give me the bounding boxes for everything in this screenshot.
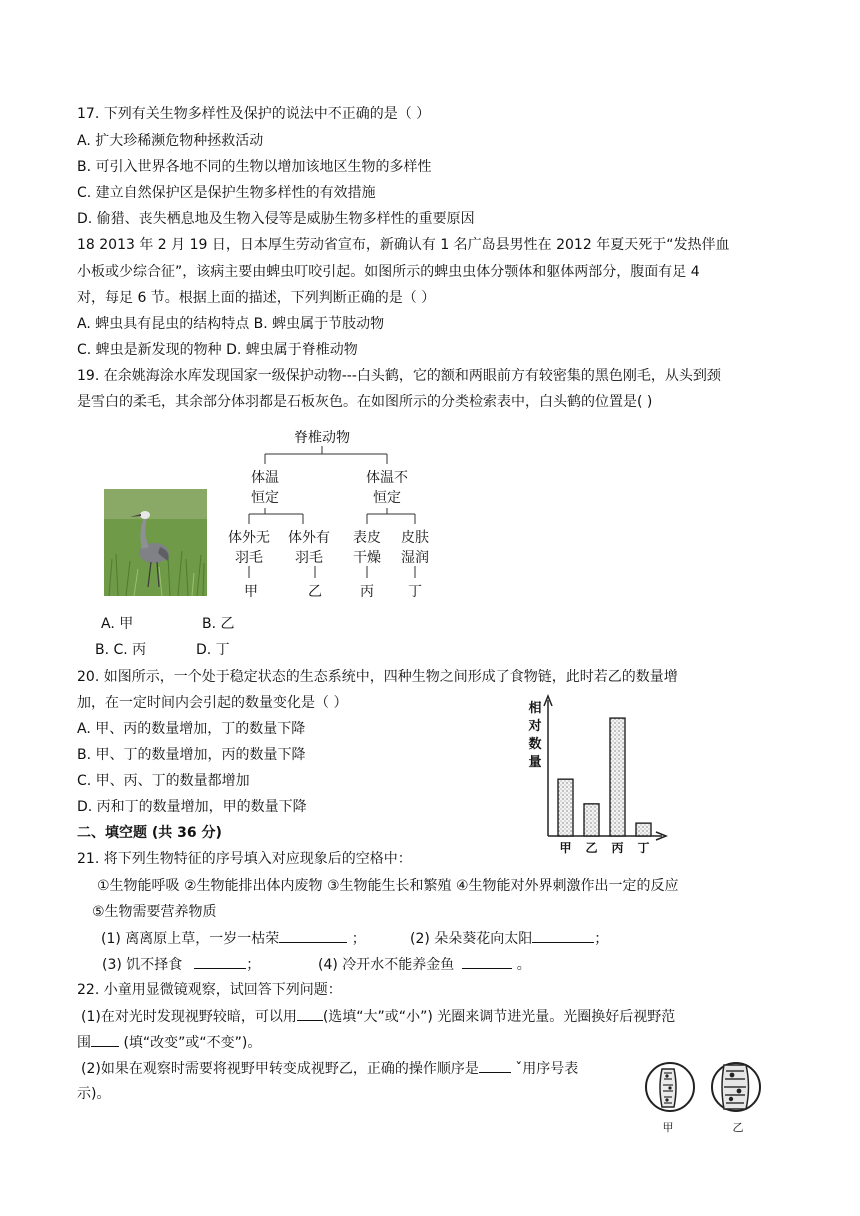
q21-item2-blank[interactable] (532, 928, 594, 943)
q22-stem: 22. 小童用显微镜观察，试回答下列问题： (77, 982, 342, 998)
q21-item4-end: 。 (512, 957, 531, 973)
q22-part1-line2 (77, 1032, 261, 1053)
field-label-jia: 甲 (662, 1121, 674, 1134)
q20-stem-line1: 20. 如图所示，一个处于稳定状态的生态系统中，四种生物之间形成了食物链，此时若乙的数量增 (77, 669, 678, 685)
q21-features-line1: ①生物能呼吸 ②生物能排出体内废物 ③生物能生长和繁殖 ④生物能对外界刺激作出一定的反应 (97, 878, 679, 894)
q18-stem-line2: 小板或少综合征”，该病主要由蜱虫叮咬引起。如图所示的蜱虫虫体分颚体和躯体两部分，腹面有足 4 (77, 264, 700, 280)
q21-item4-blank[interactable] (462, 954, 512, 969)
key-no-feathers-1: 体外无 (228, 530, 270, 546)
q20-stem-line2: 加，在一定时间内会引起的数量变化是（ ） (77, 695, 348, 711)
crane-photo (104, 489, 207, 596)
y-label-char-3: 量 (528, 755, 542, 770)
key-dry-skin-2: 干燥 (353, 550, 381, 566)
q22-part1-text-a: (1)在对光时发现视野较暗，可以用 (81, 1009, 297, 1025)
q18-stem-line3: 对，每足 6 节。根据上面的描述，下列判断正确的是（ ） (77, 290, 436, 306)
key-leaf-bing: 丙 (360, 584, 374, 600)
q19-option-c: B. C. 丙 (95, 642, 147, 658)
q21-item1 (101, 928, 366, 949)
key-leaf-ding: 丁 (408, 584, 422, 600)
key-leaf-yi: 乙 (308, 584, 322, 600)
microscope-field-figure (640, 1055, 770, 1137)
q21-item2-text: (2) 朵朵葵花向太阳 (410, 931, 533, 947)
q21-item1-end: ； (347, 931, 366, 947)
y-axis-label (527, 700, 541, 770)
q22-part2-blank[interactable] (479, 1058, 511, 1073)
y-label-char-0: 相 (528, 701, 542, 716)
q18-options-ab: A. 蜱虫具有昆虫的结构特点 B. 蜱虫属于节肢动物 (77, 316, 385, 332)
field-jia (646, 1063, 694, 1111)
q21-stem: 21. 将下列生物特征的序号填入对应现象后的空格中： (77, 851, 412, 867)
q21-item4-text: (4) 冷开水不能养金鱼 (318, 957, 455, 973)
q20-option-b: B. 甲、丁的数量增加，丙的数量下降 (77, 747, 306, 763)
key-leaf-jia: 甲 (244, 584, 258, 600)
population-bar-chart (522, 690, 672, 860)
bar-2 (610, 718, 625, 836)
q20-option-c: C. 甲、丙、丁的数量都增加 (77, 773, 250, 789)
q19-option-d: D. 丁 (196, 642, 230, 658)
key-feathers-2: 羽毛 (295, 550, 323, 566)
x-tick-label-2: 丙 (611, 841, 624, 855)
section2-title: 二、填空题 (共 36 分) (77, 825, 222, 841)
field-label-yi: 乙 (732, 1121, 744, 1134)
q21-features-line2: ⑤生物需要营养物质 (92, 904, 217, 920)
y-label-char-1: 对 (528, 719, 542, 734)
q22-part1-blank1[interactable] (297, 1006, 323, 1021)
q17-option-a: A. 扩大珍稀濒危物种拯救活动 (77, 133, 264, 149)
bar-1 (584, 804, 599, 836)
q19-stem-line1: 19. 在余姚海涂水库发现国家一级保护动物---白头鹤，它的额和两眼前方有较密集的黑色刚毛，从头到颈 (77, 368, 721, 384)
q21-item3 (102, 954, 260, 975)
key-feathers-1: 体外有 (288, 530, 330, 546)
key-dry-skin-1: 表皮 (353, 530, 381, 546)
q19-option-a: A. 甲 (101, 616, 134, 632)
q20-option-a: A. 甲、丙的数量增加，丁的数量下降 (77, 721, 306, 737)
key-no-feathers-2: 羽毛 (235, 550, 263, 566)
key-cold-blooded-2: 恒定 (373, 490, 401, 506)
q20-option-d: D. 丙和丁的数量增加，甲的数量下降 (77, 799, 307, 815)
key-root: 脊椎动物 (294, 430, 350, 446)
q18-options-cd: C. 蜱虫是新发现的物种 D. 蜱虫属于脊椎动物 (77, 342, 358, 358)
q22-part1-text-b: (选填“大”或“小”) 光圈来调节进光量。光圈换好后视野范 (322, 1009, 676, 1025)
q22-part2-text-a: (2)如果在观察时需要将视野甲转变成视野乙，正确的操作顺序是 (81, 1061, 479, 1077)
x-tick-label-3: 丁 (637, 841, 650, 855)
q21-item3-text: (3) 饥不择食 (102, 957, 183, 973)
q17-option-d: D. 偷猎、丧失栖息地及生物入侵等是威胁生物多样性的重要原因 (77, 211, 475, 227)
q21-item2-end: ； (594, 931, 609, 947)
q21-item2 (410, 928, 608, 949)
q22-part1-text-c: 围 (77, 1035, 91, 1051)
classification-key-diagram (215, 424, 435, 604)
key-moist-skin-2: 湿润 (401, 550, 429, 566)
x-tick-label-0: 甲 (559, 841, 572, 855)
key-moist-skin-1: 皮肤 (401, 530, 429, 546)
q21-item1-text: (1) 离离原上草，一岁一枯荣 (101, 931, 280, 947)
q19-option-b: B. 乙 (202, 616, 235, 632)
q22-part1-blank2[interactable] (91, 1032, 119, 1047)
q21-item1-blank[interactable] (279, 928, 347, 943)
q22-part2-line1 (81, 1058, 578, 1079)
q17-option-c: C. 建立自然保护区是保护生物多样性的有效措施 (77, 185, 376, 201)
x-tick-label-1: 乙 (585, 841, 598, 855)
field-yi (712, 1063, 760, 1111)
bar-0 (558, 779, 573, 836)
q22-part1-text-d: (填“改变”或“不变”)。 (119, 1035, 262, 1051)
q22-part2-line2: 示)。 (77, 1086, 111, 1102)
q21-item3-blank[interactable] (194, 954, 246, 969)
q19-stem-line2: 是雪白的柔毛，其余部分体羽都是石板灰色。在如图所示的分类检索表中，白头鹤的位置是( ) (77, 394, 653, 410)
q18-stem-line1: 18 2013 年 2 月 19 日，日本厚生劳动省宣布，新确认有 1 名广岛县男性在 2012 年夏天死于“发热伴血 (77, 237, 730, 253)
y-label-char-2: 数 (528, 737, 542, 752)
q21-item4 (318, 954, 531, 975)
key-warm-blooded-2: 恒定 (251, 490, 279, 506)
key-cold-blooded-1: 体温不 (366, 470, 408, 486)
q22-part2-text-b: ˇ用序号表 (510, 1061, 579, 1077)
key-warm-blooded-1: 体温 (251, 470, 279, 486)
bar-3 (636, 823, 651, 836)
q17-stem: 17. 下列有关生物多样性及保护的说法中不正确的是（ ） (77, 106, 431, 122)
q17-option-b: B. 可引入世界各地不同的生物以增加该地区生物的多样性 (77, 159, 432, 175)
q21-item3-end: ； (246, 957, 261, 973)
q22-part1-line1 (81, 1006, 675, 1027)
